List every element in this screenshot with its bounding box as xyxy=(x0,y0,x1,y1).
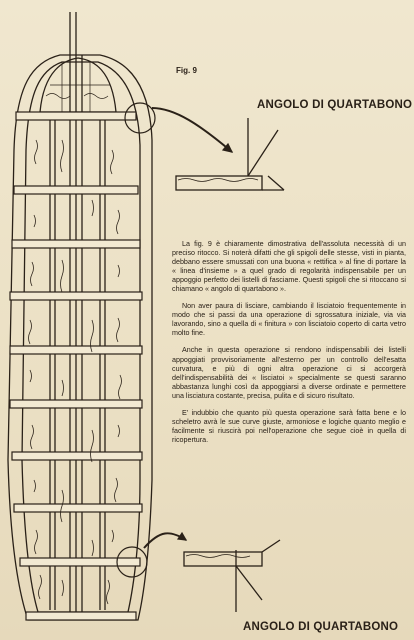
hull-inner-outline xyxy=(22,62,140,612)
detail-title-bottom: ANGOLO DI QUARTABONO xyxy=(243,621,399,633)
bevel-detail-bottom xyxy=(184,540,280,612)
paragraph: La fig. 9 è chiaramente dimostrativa dell'assoluta necessità di un preciso ritocco. Si noterà difatti che gli spigoli delle stesse, visti in pianta, debbano essere smussati con una buona « rettifica » al fine di portare la « linea d'insieme » a quel grado di regolarità indispensabile per un appoggio perfetto dei listelli di fasciame. Questi spigoli che si ritoccano si chiamano « angolo di quartabono ». xyxy=(172,240,406,294)
body-text xyxy=(172,240,406,453)
paragraph: Anche in questa operazione si rendono indispensabili dei listelli appoggiati provvisoriamente all'esterno per un controllo dell'esatta curvatura, e più di ogni altra operazione ci si accorgerà dell'indispensabilità dei « lisciatoi » specialmente se questi saranno abbastanza lunghi così da appoggiarsi a diverse ordinate e permettere una lisciatura costante, precisa, pulita e di sicuro risultato. xyxy=(172,346,406,400)
figure-label: Fig. 9 xyxy=(176,66,197,75)
bevel-detail-top xyxy=(176,118,284,190)
paragraph: Non aver paura di lisciare, cambiando il lisciatoio frequentemente in modo che si passi da una operazione di sgrossatura iniziale, via via lavorando, sino a quella di « finitura » con lisciatoio coperto di carta vetro molto fine. xyxy=(172,302,406,338)
detail-title-top: ANGOLO DI QUARTABONO xyxy=(257,99,413,111)
paragraph: E' indubbio che quanto più questa operazione sarà fatta bene e lo scheletro avrà le sue curve giuste, armoniose e logiche quanto meglio e facilmente si riuscirà poi nell'operazione che segue cioè in quella di ricopertura. xyxy=(172,408,406,444)
hull-outline xyxy=(8,55,152,620)
